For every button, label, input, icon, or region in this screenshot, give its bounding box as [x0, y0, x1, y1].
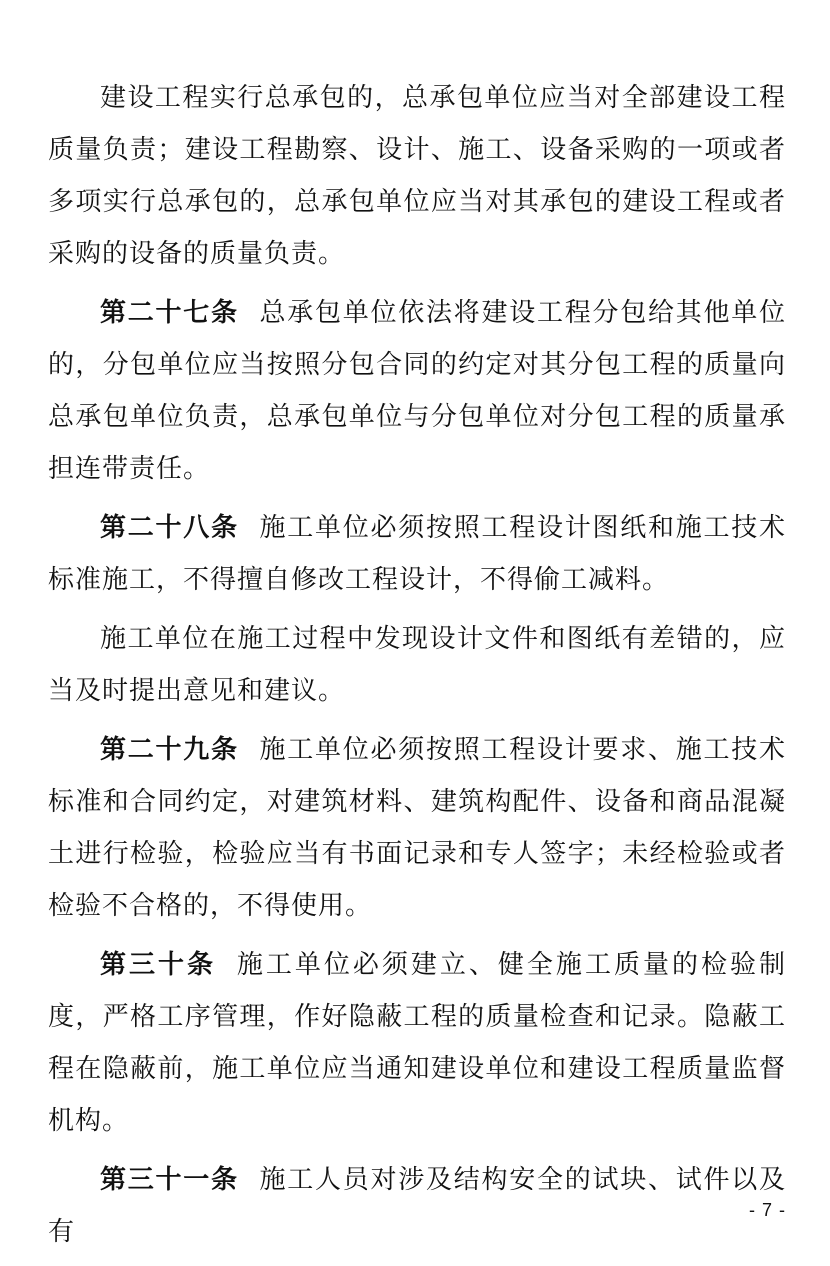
paragraph-text: 总承包单位依法将建设工程分包给其他单位的，分包单位应当按照分包合同的约定对其分包工程的质量向总承包单位负责，总承包单位与分包单位对分包工程的质量承担连带责任。 [48, 298, 786, 484]
paragraph-text: 建设工程实行总承包的，总承包单位应当对全部建设工程质量负责；建设工程勘察、设计、施工、设备采购的一项或者多项实行总承包的，总承包单位应当对其承包的建设工程或者采购的设备的质量负责。 [48, 83, 786, 269]
article-number: 第三十条 [100, 950, 217, 980]
article-number: 第二十八条 [100, 513, 239, 543]
paragraph-text: 施工单位必须建立、健全施工质量的检验制度，严格工序管理，作好隐蔽工程的质量检查和记录。隐蔽工程在隐蔽前，施工单位应当通知建设单位和建设工程质量监督机构。 [48, 950, 786, 1136]
document-page [48, 72, 786, 1265]
article-29-paragraph [48, 724, 786, 932]
article-number: 第三十一条 [100, 1165, 239, 1195]
article-number: 第二十七条 [100, 298, 239, 328]
page-number: - 7 - [748, 1200, 786, 1220]
article-number: 第二十九条 [100, 735, 239, 765]
paragraph-text: 施工人员对涉及结构安全的试块、试件以及有 [48, 1165, 786, 1247]
article-31-paragraph [48, 1154, 786, 1258]
paragraph-text: 施工单位必须按照工程设计要求、施工技术标准和合同约定，对建筑材料、建筑构配件、设备和商品混凝土进行检验，检验应当有书面记录和专人签字；未经检验或者检验不合格的，不得使用。 [48, 735, 786, 921]
article-27-paragraph [48, 287, 786, 495]
paragraph-text: 施工单位在施工过程中发现设计文件和图纸有差错的，应当及时提出意见和建议。 [48, 624, 786, 706]
paragraph-4 [48, 613, 786, 717]
paragraph-1 [48, 72, 786, 280]
article-28-paragraph [48, 502, 786, 606]
article-30-paragraph [48, 939, 786, 1147]
paragraph-text: 施工单位必须按照工程设计图纸和施工技术标准施工，不得擅自修改工程设计，不得偷工减料。 [48, 513, 786, 595]
